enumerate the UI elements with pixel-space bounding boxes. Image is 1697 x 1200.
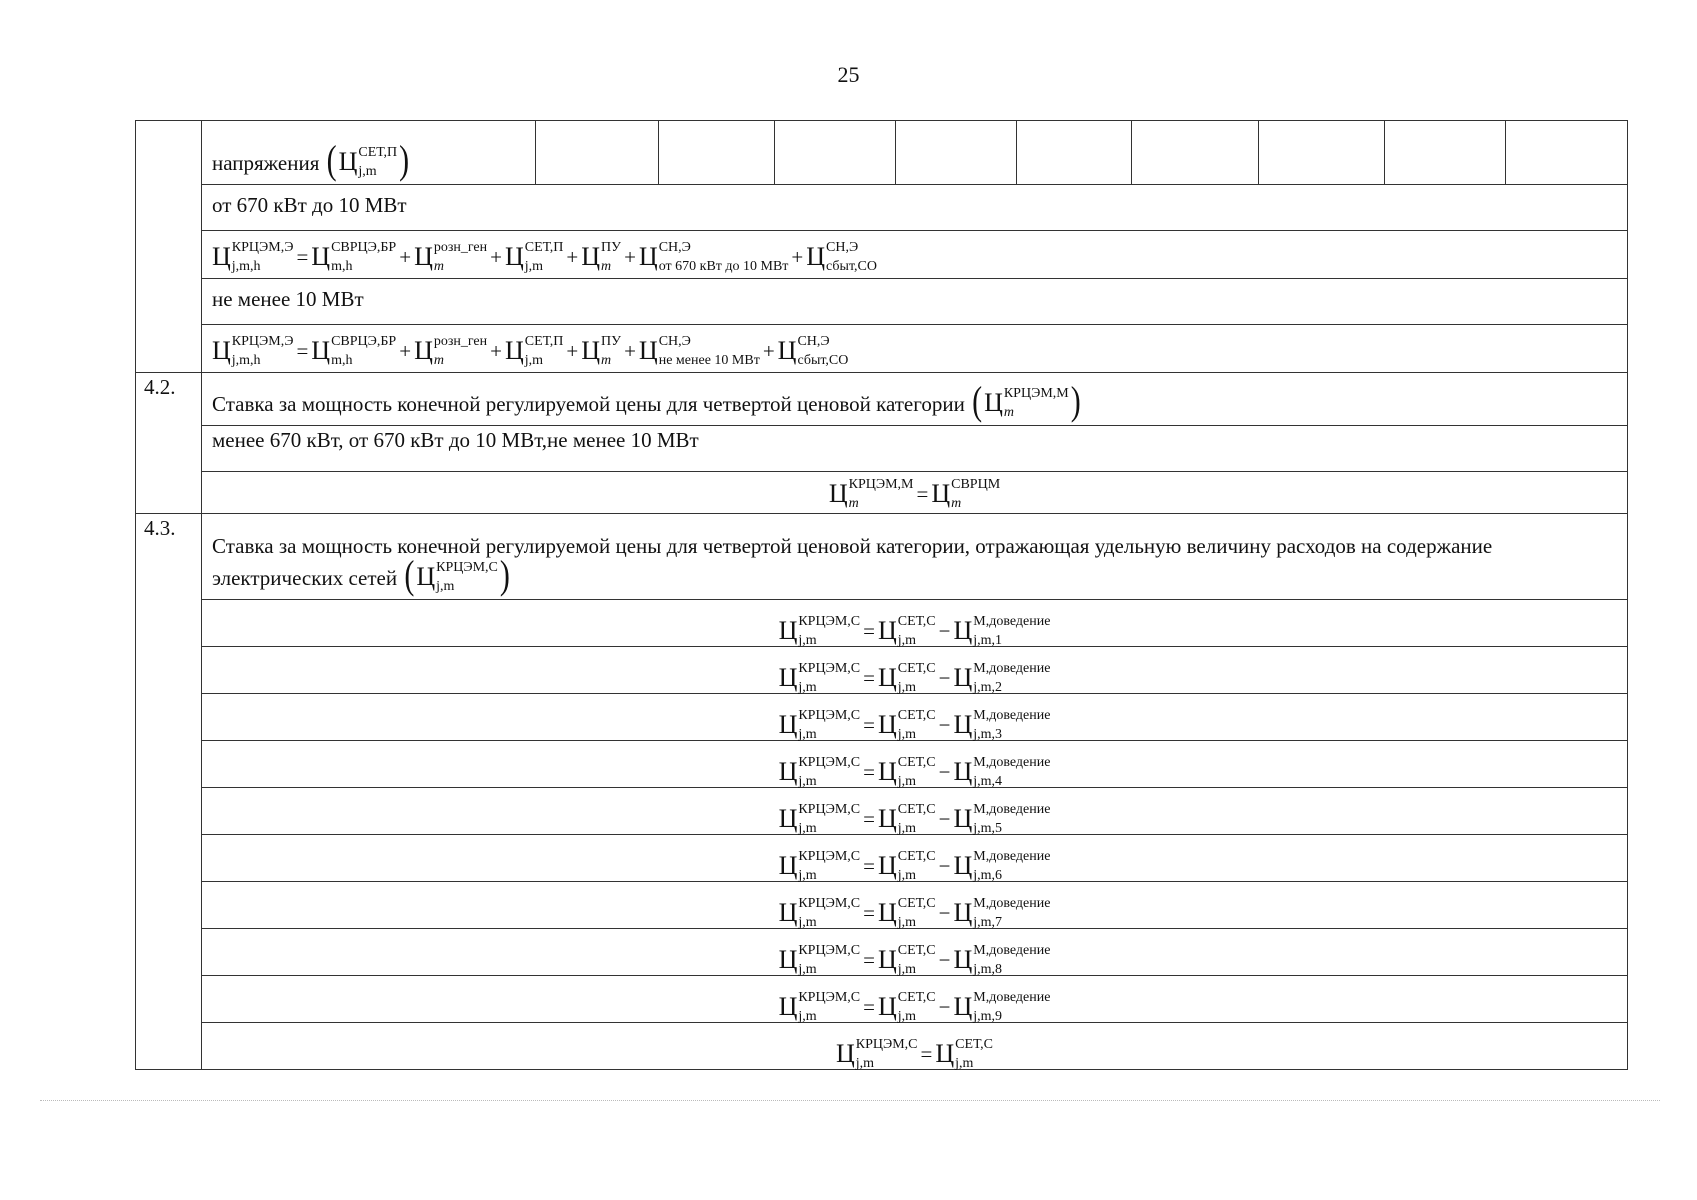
symbol-base: Ц <box>953 663 973 692</box>
empty-cell <box>896 121 1017 185</box>
symbol-superscript: М,доведение <box>973 990 1051 1005</box>
symbol-subscript: j,m <box>798 868 817 883</box>
formula-cell <box>202 741 1628 788</box>
symbol-base: Ц <box>806 242 826 271</box>
table-row <box>136 741 1628 788</box>
formula-cell <box>202 647 1628 694</box>
formula-cell <box>202 325 1628 373</box>
symbol-superscript: СЕТ,С <box>897 943 936 958</box>
formula-4-3-2 <box>779 663 1051 693</box>
table-row <box>136 835 1628 882</box>
symbol-base: Ц <box>638 336 658 365</box>
voltage-label-cell: напряжения ( Ц СЕТ,П j,m ) <box>202 121 536 185</box>
empty-cell <box>536 121 659 185</box>
symbol-base: Ц <box>778 898 798 927</box>
table-row <box>136 694 1628 741</box>
operator: − <box>938 853 951 878</box>
operator: − <box>938 759 951 784</box>
formula-4-3-1 <box>779 616 1051 646</box>
symbol-superscript: КРЦЭМ,С <box>798 755 861 770</box>
symbol-subscript: j,m,8 <box>973 962 1003 977</box>
symbol-superscript: КРЦЭМ,С <box>436 560 498 575</box>
formula-cell <box>202 694 1628 741</box>
symbol-subscript: j,m <box>897 962 917 977</box>
symbol-superscript: КРЦЭМ,М <box>1003 386 1069 401</box>
symbol-subscript: j,m <box>798 727 817 742</box>
symbol-base: Ц <box>953 616 973 645</box>
symbol-subscript: m,h <box>331 259 353 274</box>
symbol-base: Ц <box>935 1039 955 1068</box>
symbol-base: Ц <box>504 242 524 271</box>
symbol-base: Ц <box>877 804 897 833</box>
symbol-superscript: М,доведение <box>973 708 1051 723</box>
number-cell-empty <box>136 121 202 373</box>
symbol-subscript: m,h <box>331 353 353 368</box>
symbol-subscript: m <box>951 496 962 511</box>
symbol-superscript: СЕТ,С <box>897 708 936 723</box>
operator: + <box>791 244 804 269</box>
symbol-superscript: КРЦЭМ,С <box>798 990 861 1005</box>
symbol-base: Ц <box>931 479 951 508</box>
symbol-subscript: m <box>601 259 612 274</box>
formula-4-2 <box>829 479 1000 509</box>
symbol-subscript: j,m,9 <box>973 1009 1003 1024</box>
operator: = <box>863 994 875 1019</box>
operator: = <box>863 665 875 690</box>
symbol-superscript: розн_ген <box>433 334 488 349</box>
symbol-superscript: СН,Э <box>826 240 859 255</box>
formula-4-3-9 <box>779 992 1051 1022</box>
symbol-base: Ц <box>877 757 897 786</box>
formula-4-3-8 <box>779 945 1051 975</box>
symbol-subscript: m <box>433 353 444 368</box>
symbol-base: Ц <box>581 336 601 365</box>
operator: = <box>296 244 309 269</box>
symbol-subscript: не менее 10 МВт <box>658 353 760 368</box>
symbol-base: Ц <box>778 992 798 1021</box>
symbol-subscript: j,m <box>798 1009 817 1024</box>
symbol-base: Ц <box>414 336 433 365</box>
empty-cell <box>1259 121 1385 185</box>
symbol-subscript: j,m <box>798 633 817 648</box>
table-row <box>136 426 1628 472</box>
symbol-superscript: СЕТ,С <box>897 755 936 770</box>
section-4-3-title: Ставка за мощность конечной регулируемой цены для четвертой ценовой категории, отражающая удельную величину расходов на содержание электрических сетей <box>212 534 1493 590</box>
symbol-subscript: j,m,1 <box>973 633 1003 648</box>
formula-10 <box>212 336 848 366</box>
table-row <box>136 514 1628 600</box>
symbol-superscript: СВРЦЭ,БР <box>331 240 397 255</box>
range-label-10: не менее 10 МВт <box>202 279 1628 325</box>
symbol-base: Ц <box>984 388 1003 417</box>
symbol-base: Ц <box>877 710 897 739</box>
table-row <box>136 1023 1628 1070</box>
symbol-subscript: j,m <box>524 353 544 368</box>
table-row <box>136 600 1628 647</box>
operator: + <box>566 338 579 363</box>
table-row <box>136 185 1628 231</box>
symbol-base: Ц <box>504 336 524 365</box>
formula-4-3-7 <box>779 898 1051 928</box>
symbol-base: Ц <box>953 945 973 974</box>
operator: + <box>624 244 636 269</box>
table-row <box>136 788 1628 835</box>
symbol-superscript: СЕТ,П <box>524 240 564 255</box>
table-row <box>136 373 1628 426</box>
symbol-base: Ц <box>311 242 331 271</box>
empty-cell <box>1017 121 1132 185</box>
symbol-superscript: КРЦЭМ,С <box>798 943 861 958</box>
formula-cell <box>202 929 1628 976</box>
symbol-subscript: j,m <box>897 727 917 742</box>
formula-symbol <box>984 388 1069 418</box>
symbol-superscript: КРЦЭМ,С <box>798 802 861 817</box>
symbol-subscript: j,m <box>897 915 917 930</box>
table-row <box>136 325 1628 373</box>
symbol-base: Ц <box>416 562 436 591</box>
symbol-subscript: j,m <box>436 579 455 594</box>
symbol-subscript: j,m <box>798 962 817 977</box>
symbol-superscript: розн_ген <box>433 240 488 255</box>
operator: − <box>938 947 951 972</box>
symbol-subscript: j,m <box>358 164 377 179</box>
symbol-subscript: j,m,3 <box>973 727 1003 742</box>
operator: = <box>863 900 875 925</box>
symbol-subscript: j,m,4 <box>973 774 1003 789</box>
operator: − <box>938 806 951 831</box>
symbol-subscript: j,m,2 <box>973 680 1003 695</box>
operator: + <box>762 338 775 363</box>
table-row <box>136 882 1628 929</box>
symbol-subscript: m <box>601 353 612 368</box>
symbol-subscript: j,m <box>798 915 817 930</box>
empty-cell <box>659 121 775 185</box>
symbol-superscript: ПУ <box>601 240 622 255</box>
symbol-superscript: КРЦЭМ,М <box>848 477 914 492</box>
symbol-base: Ц <box>835 1039 855 1068</box>
symbol-superscript: КРЦЭМ,Э <box>231 240 294 255</box>
symbol-superscript: СЕТ,С <box>897 802 936 817</box>
symbol-base: Ц <box>877 945 897 974</box>
symbol-subscript: j,m,h <box>231 353 261 368</box>
operator: = <box>863 618 875 643</box>
empty-cell <box>1506 121 1628 185</box>
table-row <box>136 647 1628 694</box>
operator: − <box>938 900 951 925</box>
formula-cell <box>202 976 1628 1023</box>
symbol-base: Ц <box>778 804 798 833</box>
section-4-2-title-cell: Ставка за мощность конечной регулируемой цены для четвертой ценовой категории ( Ц КРЦЭМ,М m ) <box>202 373 1628 426</box>
symbol-superscript: СЕТ,С <box>897 849 936 864</box>
symbol-base: Ц <box>953 992 973 1021</box>
symbol-base: Ц <box>638 242 658 271</box>
symbol-superscript: СВРЦЭ,БР <box>331 334 397 349</box>
symbol-superscript: СН,Э <box>658 240 691 255</box>
symbol-base: Ц <box>311 336 331 365</box>
operator: = <box>863 947 875 972</box>
symbol-subscript: j,m <box>798 821 817 836</box>
operator: − <box>938 712 951 737</box>
formula-4-3-10 <box>836 1039 993 1069</box>
formula-cell <box>202 788 1628 835</box>
symbol-base: Ц <box>953 757 973 786</box>
formula-cell <box>202 882 1628 929</box>
operator: + <box>399 244 412 269</box>
symbol-subscript: j,m <box>897 633 917 648</box>
symbol-base: Ц <box>414 242 433 271</box>
operator: = <box>296 338 309 363</box>
operator: = <box>863 759 875 784</box>
symbol-superscript: КРЦЭМ,С <box>798 661 861 676</box>
symbol-base: Ц <box>877 663 897 692</box>
symbol-superscript: КРЦЭМ,Э <box>231 334 294 349</box>
symbol-superscript: М,доведение <box>973 943 1051 958</box>
symbol-subscript: от 670 кВт до 10 МВт <box>658 259 789 274</box>
symbol-subscript: j,m <box>798 774 817 789</box>
symbol-superscript: М,доведение <box>973 896 1051 911</box>
symbol-subscript: j,m <box>897 1009 917 1024</box>
symbol-base: Ц <box>953 710 973 739</box>
table-row <box>136 929 1628 976</box>
operator: − <box>938 618 951 643</box>
empty-cell <box>1132 121 1259 185</box>
symbol-base: Ц <box>778 851 798 880</box>
symbol-superscript: М,доведение <box>973 849 1051 864</box>
section-4-3-title-cell: Ставка за мощность конечной регулируемой цены для четвертой ценовой категории, отражающая удельную величину расходов на содержание электрических сетей ( Ц КРЦЭМ,С j,m ) <box>202 514 1628 600</box>
formula-4-3-6 <box>779 851 1051 881</box>
symbol-base: Ц <box>953 851 973 880</box>
symbol-base: Ц <box>877 898 897 927</box>
symbol-base: Ц <box>953 804 973 833</box>
symbol-subscript: j,m <box>855 1056 875 1071</box>
symbol-subscript: сбыт,СО <box>826 259 877 274</box>
operator: + <box>566 244 579 269</box>
symbol-base: Ц <box>877 616 897 645</box>
formula-cell <box>202 1023 1628 1070</box>
formula-cell <box>202 600 1628 647</box>
symbol-base: Ц <box>778 757 798 786</box>
section-4-2-range: менее 670 кВт, от 670 кВт до 10 МВт,не менее 10 МВт <box>202 426 1628 472</box>
formula-cell <box>202 835 1628 882</box>
symbol-superscript: СЕТ,С <box>897 614 936 629</box>
section-number-4-2: 4.2. <box>136 373 202 514</box>
page-number: 25 <box>837 62 860 87</box>
formula-4-3-5 <box>779 804 1051 834</box>
symbol-superscript: СЕТ,С <box>897 896 936 911</box>
symbol-superscript: СЕТ,С <box>897 990 936 1005</box>
symbol-base: Ц <box>338 147 358 176</box>
symbol-subscript: j,m <box>798 680 817 695</box>
scan-artifact-line <box>40 1100 1660 1101</box>
operator: = <box>916 481 929 506</box>
symbol-base: Ц <box>581 242 601 271</box>
empty-cell <box>1385 121 1506 185</box>
symbol-superscript: СЕТ,П <box>358 145 398 160</box>
symbol-superscript: ПУ <box>601 334 622 349</box>
symbol-subscript: сбыт,СО <box>797 353 849 368</box>
formula-cell <box>202 231 1628 279</box>
symbol-base: Ц <box>828 479 848 508</box>
tariff-formula-table <box>135 120 1628 1070</box>
symbol-superscript: КРЦЭМ,С <box>798 896 861 911</box>
section-number-4-3: 4.3. <box>136 514 202 1070</box>
symbol-subscript: j,m <box>897 868 917 883</box>
symbol-superscript: КРЦЭМ,С <box>855 1037 918 1052</box>
symbol-superscript: СВРЦМ <box>951 477 1001 492</box>
symbol-base: Ц <box>953 898 973 927</box>
operator: + <box>490 244 502 269</box>
table-row <box>136 976 1628 1023</box>
symbol-subscript: m <box>848 496 859 511</box>
symbol-subscript: j,m <box>524 259 544 274</box>
symbol-superscript: М,доведение <box>973 614 1051 629</box>
symbol-base: Ц <box>778 945 798 974</box>
symbol-subscript: j,m,5 <box>973 821 1003 836</box>
table-row <box>136 279 1628 325</box>
formula-symbol <box>416 562 498 592</box>
symbol-superscript: СЕТ,С <box>955 1037 994 1052</box>
symbol-superscript: СЕТ,С <box>897 661 936 676</box>
table-row <box>136 121 1628 185</box>
symbol-base: Ц <box>778 616 798 645</box>
symbol-subscript: j,m <box>897 774 917 789</box>
symbol-base: Ц <box>877 851 897 880</box>
section-4-2-title: Ставка за мощность конечной регулируемой цены для четвертой ценовой категории <box>212 392 965 416</box>
symbol-subscript: m <box>433 259 444 274</box>
operator: + <box>399 338 412 363</box>
symbol-superscript: СН,Э <box>797 334 830 349</box>
symbol-subscript: j,m,7 <box>973 915 1003 930</box>
formula-4-3-3 <box>779 710 1051 740</box>
symbol-subscript: m <box>1003 405 1014 420</box>
symbol-subscript: j,m <box>897 821 917 836</box>
symbol-base: Ц <box>777 336 797 365</box>
operator: − <box>938 665 951 690</box>
table-row <box>136 231 1628 279</box>
operator: − <box>938 994 951 1019</box>
operator: + <box>624 338 636 363</box>
formula-670-10 <box>212 242 877 272</box>
formula-4-3-4 <box>779 757 1051 787</box>
symbol-subscript: j,m,6 <box>973 868 1003 883</box>
symbol-subscript: j,m,h <box>231 259 261 274</box>
symbol-subscript: j,m <box>897 680 917 695</box>
symbol-base: Ц <box>778 710 798 739</box>
operator: = <box>863 853 875 878</box>
table-row <box>136 472 1628 514</box>
symbol-superscript: М,доведение <box>973 661 1051 676</box>
operator: = <box>920 1041 933 1066</box>
empty-cell <box>775 121 896 185</box>
symbol-superscript: КРЦЭМ,С <box>798 708 861 723</box>
formula-cell <box>202 472 1628 514</box>
operator: + <box>490 338 502 363</box>
symbol-subscript: j,m <box>955 1056 974 1071</box>
symbol-superscript: КРЦЭМ,С <box>798 849 861 864</box>
voltage-label: напряжения <box>212 151 320 175</box>
symbol-base: Ц <box>212 242 231 271</box>
symbol-superscript: КРЦЭМ,С <box>798 614 861 629</box>
formula-symbol <box>339 147 397 177</box>
symbol-superscript: СЕТ,П <box>524 334 564 349</box>
range-label-670-10: от 670 кВт до 10 МВт <box>202 185 1628 231</box>
symbol-superscript: М,доведение <box>973 755 1051 770</box>
operator: = <box>863 806 875 831</box>
symbol-superscript: СН,Э <box>658 334 691 349</box>
symbol-base: Ц <box>877 992 897 1021</box>
symbol-superscript: М,доведение <box>973 802 1051 817</box>
symbol-base: Ц <box>212 336 231 365</box>
operator: = <box>863 712 875 737</box>
symbol-base: Ц <box>778 663 798 692</box>
